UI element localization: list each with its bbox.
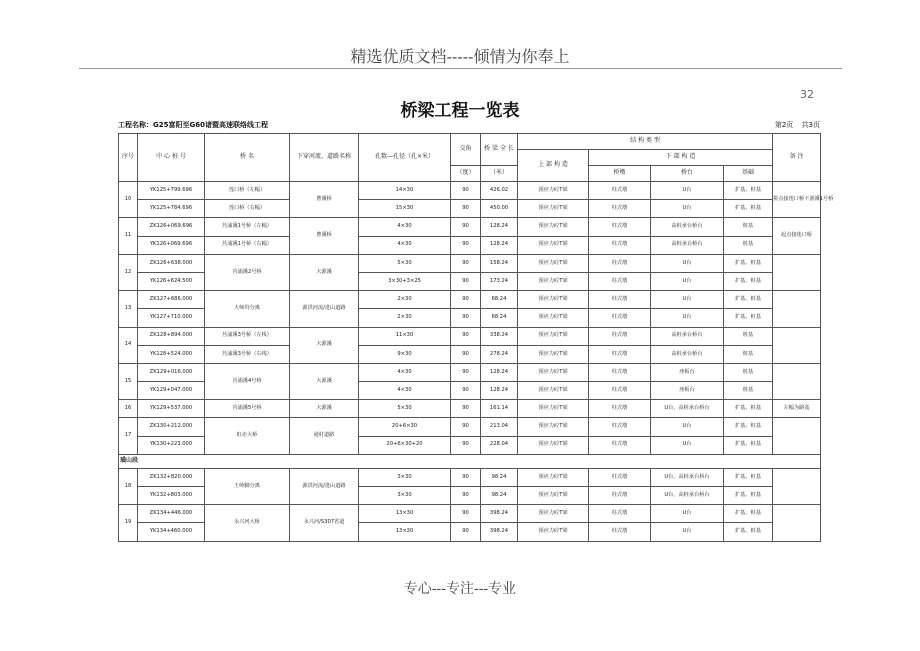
cell-superstructure: 预应力砼T梁 — [518, 291, 589, 309]
table-row — [119, 505, 821, 523]
cell-abutment: U台 — [651, 200, 724, 218]
cell-crossing: 曹溪桥 — [290, 182, 359, 218]
cell-bridge-name: 莒浦溪3号桥（左线） — [205, 327, 290, 345]
cell-angle: 90 — [451, 272, 481, 290]
cell-foundation: 扩基、桩基 — [724, 309, 773, 327]
cell-crossing: 永兴河/S307省道 — [290, 505, 359, 541]
cell-length: 278.24 — [481, 345, 518, 363]
cell-angle: 90 — [451, 487, 481, 505]
cell-spans: 14×30 — [359, 182, 451, 200]
bridge-table — [118, 133, 834, 542]
cell-length: 426.02 — [481, 182, 518, 200]
section-label: 璜山段 — [119, 454, 821, 468]
cell-angle: 90 — [451, 505, 481, 523]
cell-seq: 10 — [119, 182, 138, 218]
cell-superstructure: 预应力砼T梁 — [518, 505, 589, 523]
cell-remarks: 起点接莲口桥 — [773, 218, 821, 254]
cell-seq: 19 — [119, 505, 138, 541]
cell-angle: 90 — [451, 309, 481, 327]
cell-abutment: U台 — [651, 505, 724, 523]
cell-abutment: U台、高桩承台桥台 — [651, 468, 724, 486]
cell-superstructure: 预应力砼T梁 — [518, 272, 589, 290]
cell-foundation: 桩基 — [724, 236, 773, 254]
project-name: 工程名称：G25富阳至G60诸暨高速联络线工程 — [118, 121, 268, 129]
cell-superstructure: 预应力砼T梁 — [518, 487, 589, 505]
table-row — [119, 182, 821, 200]
cell-angle: 90 — [451, 200, 481, 218]
cell-seq: 11 — [119, 218, 138, 254]
cell-bridge-name: 莒浦溪4号桥 — [205, 363, 290, 399]
cell-superstructure: 预应力砼T梁 — [518, 327, 589, 345]
cell-station: YK132+803.000 — [138, 487, 205, 505]
cell-foundation: 桩基 — [724, 327, 773, 345]
table-row — [119, 254, 821, 272]
corner-mark: 32 — [800, 88, 814, 101]
cell-superstructure: 预应力砼T梁 — [518, 363, 589, 381]
cell-seq: 13 — [119, 291, 138, 327]
cell-length: 213.04 — [481, 418, 518, 436]
cell-abutment: U台 — [651, 309, 724, 327]
page-number: 第2页 — [774, 121, 794, 129]
cell-station: ZK127+686.000 — [138, 291, 205, 309]
cell-abutment: 高桩承台桥台 — [651, 345, 724, 363]
col-header-length: 桥 梁 全 长 — [481, 134, 518, 166]
cell-length: 68.24 — [481, 309, 518, 327]
cell-pier: 柱式墩 — [589, 523, 651, 541]
cell-length: 158.24 — [481, 254, 518, 272]
cell-angle: 90 — [451, 400, 481, 418]
cell-station: YK127+710.000 — [138, 309, 205, 327]
cell-bridge-name: 永兴河大桥 — [205, 505, 290, 541]
table-body — [119, 182, 834, 542]
cell-station: YK129+537.000 — [138, 400, 205, 418]
cell-spans: 5×30 — [359, 400, 451, 418]
cell-pier: 柱式墩 — [589, 236, 651, 254]
cell-seq: 15 — [119, 363, 138, 399]
cell-length: 128.24 — [481, 382, 518, 400]
cell-length: 128.24 — [481, 236, 518, 254]
cell-pier: 柱式墩 — [589, 218, 651, 236]
cell-bridge-name: 莒浦溪5号桥 — [205, 400, 290, 418]
cell-bridge-name: 王岭脚分离 — [205, 468, 290, 504]
cell-abutment: U台 — [651, 254, 724, 272]
cell-station: YK129+047.000 — [138, 382, 205, 400]
cell-superstructure: 预应力砼T梁 — [518, 254, 589, 272]
cell-angle: 90 — [451, 291, 481, 309]
cell-superstructure: 预应力砼T梁 — [518, 345, 589, 363]
cell-remarks: 左幅为路基 — [773, 400, 821, 418]
col-header-spans: 孔数—孔径（孔×米） — [359, 134, 451, 182]
cell-bridge-name: 莲口桥（左幅） — [205, 182, 290, 200]
cell-abutment: U台 — [651, 436, 724, 454]
cell-bridge-name: 莒浦溪2号桥 — [205, 254, 290, 290]
cell-seq: 16 — [119, 400, 138, 418]
col-header-super: 上 部 构 造 — [518, 150, 589, 182]
cell-length: 128.24 — [481, 218, 518, 236]
cell-station: YK128+524.000 — [138, 345, 205, 363]
cell-pier: 柱式墩 — [589, 363, 651, 381]
cell-abutment: U台 — [651, 418, 724, 436]
cell-station: YK126+624.500 — [138, 272, 205, 290]
cell-pier: 柱式墩 — [589, 272, 651, 290]
cell-spans: 9×30 — [359, 345, 451, 363]
section-row — [119, 454, 821, 468]
cell-crossing: 大源溪 — [290, 400, 359, 418]
table-row — [119, 363, 821, 381]
table-row — [119, 400, 821, 418]
cell-superstructure: 预应力砼T梁 — [518, 468, 589, 486]
page-footer: 专心---专注---专业 — [403, 581, 517, 597]
cell-pier: 柱式墩 — [589, 418, 651, 436]
cell-angle: 90 — [451, 182, 481, 200]
col-header-sub: 下 部 构 造 — [589, 150, 773, 166]
cell-abutment: U台 — [651, 523, 724, 541]
cell-spans: 13×30 — [359, 523, 451, 541]
cell-angle: 90 — [451, 436, 481, 454]
cell-spans: 11×30 — [359, 327, 451, 345]
cell-angle: 90 — [451, 218, 481, 236]
col-header-structure: 结 构 类 型 — [518, 134, 773, 150]
cell-superstructure: 预应力砼T梁 — [518, 200, 589, 218]
table-row — [119, 468, 821, 486]
document-title: 桥梁工程一览表 — [400, 101, 520, 121]
cell-superstructure: 预应力砼T梁 — [518, 218, 589, 236]
cell-pier: 柱式墩 — [589, 436, 651, 454]
cell-foundation: 扩基、桩基 — [724, 468, 773, 486]
cell-remarks: 拼点接莲口桥下游溪1号桥 — [773, 182, 821, 218]
cell-pier: 柱式墩 — [589, 200, 651, 218]
cell-foundation: 扩基、桩基 — [724, 523, 773, 541]
cell-spans: 2×30 — [359, 291, 451, 309]
cell-abutment: U台 — [651, 272, 724, 290]
cell-bridge-name: 莒浦溪3号桥（右线） — [205, 345, 290, 363]
cell-station: ZK126+638.000 — [138, 254, 205, 272]
cell-pier: 柱式墩 — [589, 309, 651, 327]
cell-pier: 柱式墩 — [589, 468, 651, 486]
cell-spans: 20+6×30 — [359, 418, 451, 436]
cell-station: YK125+784.696 — [138, 200, 205, 218]
cell-spans: 20+6×30+20 — [359, 436, 451, 454]
cell-remarks — [773, 291, 821, 327]
cell-remarks — [773, 254, 821, 290]
cell-length: 161.14 — [481, 400, 518, 418]
cell-angle: 90 — [451, 345, 481, 363]
cell-remarks — [773, 327, 821, 363]
table-row — [119, 200, 821, 218]
col-header-angle: 交角 — [451, 134, 481, 166]
cell-spans: 4×30 — [359, 236, 451, 254]
cell-seq: 18 — [119, 468, 138, 504]
cell-foundation: 扩基、桩基 — [724, 272, 773, 290]
cell-pier: 柱式墩 — [589, 327, 651, 345]
table-row — [119, 236, 821, 254]
cell-seq: 14 — [119, 327, 138, 363]
cell-spans: 4×30 — [359, 382, 451, 400]
col-header-remarks: 备 注 — [773, 134, 821, 182]
cell-length: 398.24 — [481, 505, 518, 523]
table-row — [119, 345, 821, 363]
cell-abutment: 座板台 — [651, 363, 724, 381]
cell-foundation: 扩基、桩基 — [724, 182, 773, 200]
cell-station: YK125+799.696 — [138, 182, 205, 200]
cell-superstructure: 预应力砼T梁 — [518, 400, 589, 418]
cell-remarks — [773, 363, 821, 399]
cell-station: ZK126+069.696 — [138, 218, 205, 236]
cell-abutment: 高桩承台桥台 — [651, 236, 724, 254]
cell-foundation: 扩基、桩基 — [724, 487, 773, 505]
cell-spans: 3×30+3×25 — [359, 272, 451, 290]
cell-angle: 90 — [451, 468, 481, 486]
col-header-seq: 序号 — [119, 134, 138, 182]
cell-bridge-name: 大师坞分离 — [205, 291, 290, 327]
cell-foundation: 桩基 — [724, 382, 773, 400]
cell-superstructure: 预应力砼T梁 — [518, 236, 589, 254]
cell-bridge-name: 莒浦溪1号桥（右幅） — [205, 236, 290, 254]
cell-spans: 4×30 — [359, 218, 451, 236]
cell-crossing: 大源溪 — [290, 254, 359, 290]
cell-station: YK130+223.000 — [138, 436, 205, 454]
cell-bridge-name: 莲口桥（右幅） — [205, 200, 290, 218]
cell-crossing: 源洪河流/进山道路 — [290, 291, 359, 327]
cell-length: 398.24 — [481, 523, 518, 541]
cell-superstructure: 预应力砼T梁 — [518, 418, 589, 436]
cell-length: 98.24 — [481, 487, 518, 505]
cell-angle: 90 — [451, 523, 481, 541]
cell-abutment: U台、高桩承台桥台 — [651, 487, 724, 505]
col-header-crossing: 下穿河流、道路名称 — [290, 134, 359, 182]
cell-crossing: 大源溪 — [290, 327, 359, 363]
col-header-station: 中 心 桩 号 — [138, 134, 205, 182]
cell-station: ZK130+212.000 — [138, 418, 205, 436]
cell-length: 228.04 — [481, 436, 518, 454]
cell-foundation: 扩基、桩基 — [724, 291, 773, 309]
cell-spans: 3×30 — [359, 468, 451, 486]
col-header-angle-unit: （度） — [451, 166, 481, 182]
cell-length: 450.00 — [481, 200, 518, 218]
cell-foundation: 扩基、桩基 — [724, 400, 773, 418]
cell-foundation: 扩基、桩基 — [724, 200, 773, 218]
cell-angle: 90 — [451, 382, 481, 400]
cell-station: YK134+460.000 — [138, 523, 205, 541]
table-row — [119, 218, 821, 236]
cell-abutment: 高桩承台桥台 — [651, 218, 724, 236]
cell-foundation: 扩基、桩基 — [724, 505, 773, 523]
cell-length: 173.24 — [481, 272, 518, 290]
cell-foundation: 扩基、桩基 — [724, 436, 773, 454]
cell-pier: 柱式墩 — [589, 505, 651, 523]
cell-spans: 15×30 — [359, 200, 451, 218]
cell-abutment: 高桩承台桥台 — [651, 327, 724, 345]
cell-foundation: 桩基 — [724, 345, 773, 363]
col-header-abutment: 桥台 — [651, 166, 724, 182]
cell-pier: 柱式墩 — [589, 487, 651, 505]
col-header-pier: 桥墩 — [589, 166, 651, 182]
cell-bridge-name: 虹赤大桥 — [205, 418, 290, 454]
page-header: 精选优质文档-----倾情为你奉上 — [350, 47, 570, 66]
cell-pier: 柱式墩 — [589, 382, 651, 400]
cell-station: ZK129+016.000 — [138, 363, 205, 381]
cell-spans: 13×30 — [359, 505, 451, 523]
cell-crossing: 曹溪桥 — [290, 218, 359, 254]
table-row — [119, 327, 821, 345]
cell-seq: 12 — [119, 254, 138, 290]
cell-remarks — [773, 418, 821, 454]
cell-length: 68.24 — [481, 291, 518, 309]
cell-station: ZK128+894.000 — [138, 327, 205, 345]
cell-angle: 90 — [451, 363, 481, 381]
cell-angle: 90 — [451, 254, 481, 272]
cell-angle: 90 — [451, 327, 481, 345]
header-rule — [79, 68, 842, 69]
cell-abutment: 座板台 — [651, 382, 724, 400]
cell-spans: 5×30 — [359, 254, 451, 272]
cell-foundation: 桩基 — [724, 363, 773, 381]
cell-length: 128.24 — [481, 363, 518, 381]
page-total: 共3页 — [801, 121, 820, 129]
cell-angle: 90 — [451, 236, 481, 254]
page-info — [756, 120, 820, 130]
cell-spans: 3×30 — [359, 487, 451, 505]
cell-abutment: U台 — [651, 291, 724, 309]
cell-pier: 柱式墩 — [589, 345, 651, 363]
cell-crossing: 源洪河流/进山道路 — [290, 468, 359, 504]
cell-abutment: U台、高桩承台桥台 — [651, 400, 724, 418]
cell-foundation: 扩基、桩基 — [724, 418, 773, 436]
cell-bridge-name: 莒浦溪1号桥（左幅） — [205, 218, 290, 236]
cell-superstructure: 预应力砼T梁 — [518, 309, 589, 327]
cell-remarks — [773, 468, 821, 504]
cell-pier: 柱式墩 — [589, 291, 651, 309]
table-row — [119, 418, 821, 436]
cell-remarks — [773, 505, 821, 541]
col-header-length-unit: （米） — [481, 166, 518, 182]
cell-foundation: 扩基、桩基 — [724, 254, 773, 272]
cell-abutment: U台 — [651, 182, 724, 200]
table-row — [119, 291, 821, 309]
cell-spans: 4×30 — [359, 363, 451, 381]
cell-angle: 90 — [451, 418, 481, 436]
cell-pier: 柱式墩 — [589, 400, 651, 418]
cell-seq: 17 — [119, 418, 138, 454]
cell-pier: 柱式墩 — [589, 254, 651, 272]
cell-pier: 柱式墩 — [589, 182, 651, 200]
cell-superstructure: 预应力砼T梁 — [518, 382, 589, 400]
cell-length: 338.24 — [481, 327, 518, 345]
cell-superstructure: 预应力砼T梁 — [518, 182, 589, 200]
cell-spans: 2×30 — [359, 309, 451, 327]
cell-station: ZK134+446.000 — [138, 505, 205, 523]
cell-crossing: 大源溪 — [290, 363, 359, 399]
cell-foundation: 桩基 — [724, 218, 773, 236]
cell-crossing: 通村道路 — [290, 418, 359, 454]
cell-length: 98.24 — [481, 468, 518, 486]
col-header-foundation: 基础 — [724, 166, 773, 182]
cell-superstructure: 预应力砼T梁 — [518, 523, 589, 541]
col-header-name: 桥 名 — [205, 134, 290, 182]
cell-station: ZK132+820.000 — [138, 468, 205, 486]
cell-superstructure: 预应力砼T梁 — [518, 436, 589, 454]
cell-station: YK126+069.696 — [138, 236, 205, 254]
